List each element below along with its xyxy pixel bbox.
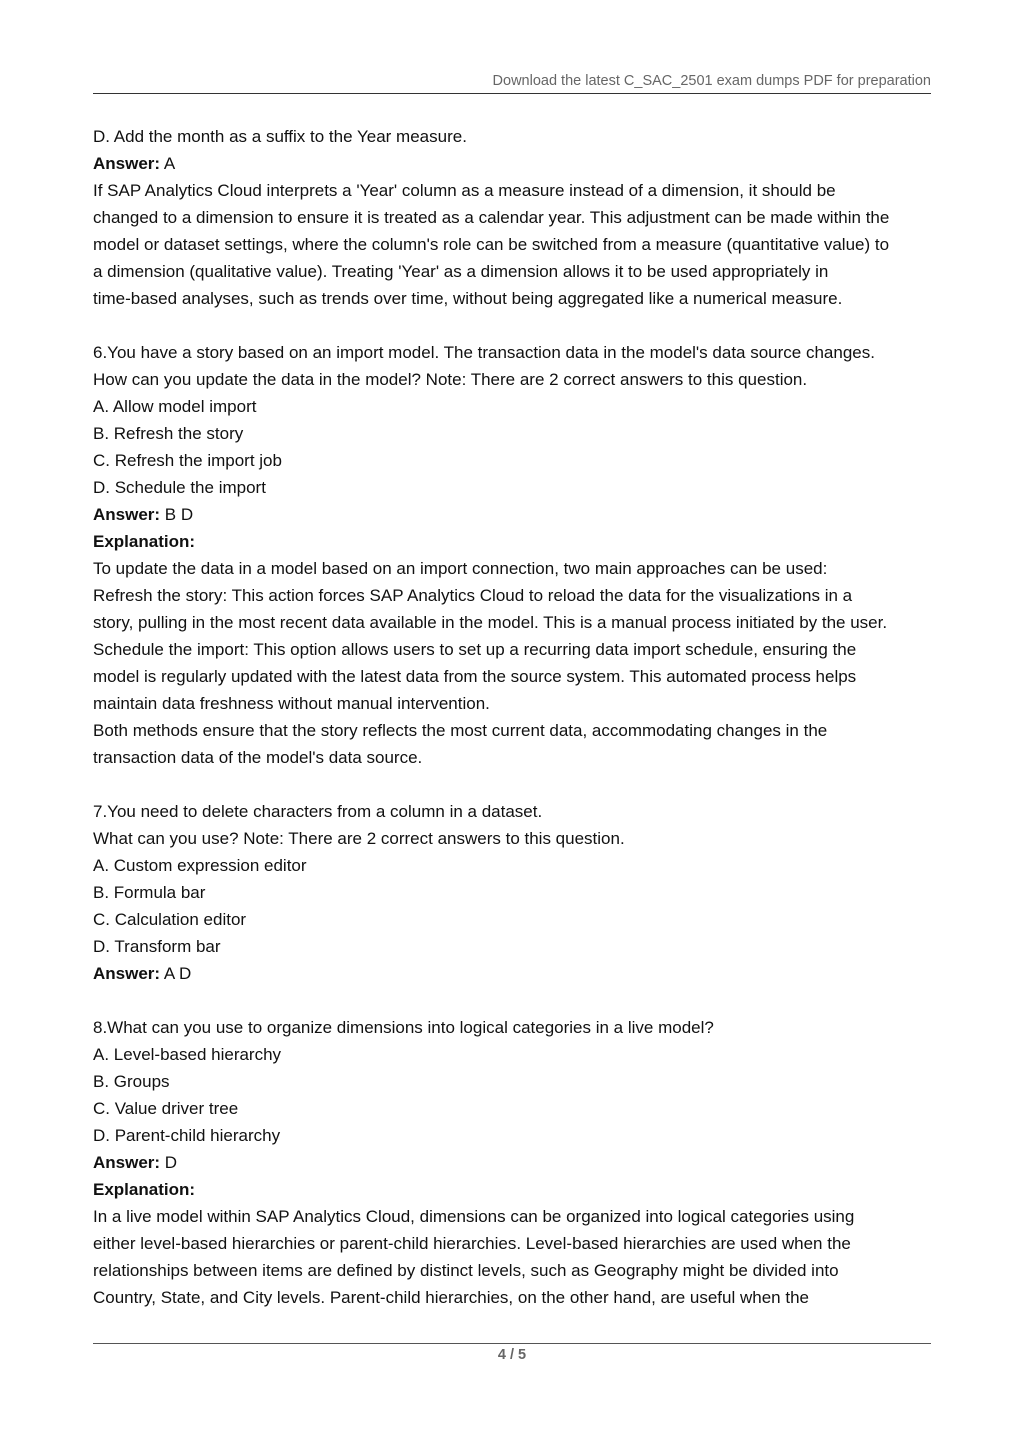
q8-answer <box>93 1149 938 1176</box>
q6-explanation-line: transaction data of the model's data source. <box>93 748 423 767</box>
q6-explanation-line: To update the data in a model based on an import connection, two main approaches can be used: <box>93 559 828 578</box>
q7-option-b: B. Formula bar <box>93 883 206 902</box>
q7-question-line: 7.You need to delete characters from a column in a dataset. <box>93 802 543 821</box>
q5-explanation-line: model or dataset settings, where the column's role can be switched from a measure (quantitative value) to <box>93 235 890 254</box>
q6-explanation-line: Refresh the story: This action forces SAP Analytics Cloud to reload the data for the visualizations in a <box>93 586 853 605</box>
answer-label: Answer: <box>93 964 161 983</box>
q6-question-line: How can you update the data in the model? Note: There are 2 correct answers to this question. <box>93 370 808 389</box>
q6-answer <box>93 501 938 528</box>
q8-option-a: A. Level-based hierarchy <box>93 1045 282 1064</box>
q6-explanation-line: story, pulling in the most recent data available in the model. This is a manual process initiated by the user. <box>93 613 888 632</box>
q5-explanation-line: If SAP Analytics Cloud interprets a 'Year' column as a measure instead of a dimension, it should be <box>93 181 836 200</box>
answer-value: D <box>160 1153 178 1172</box>
q6-explanation-label: Explanation: <box>93 532 196 551</box>
footer-divider <box>93 1343 931 1344</box>
question-5 <box>93 123 938 312</box>
q7-option-d: D. Transform bar <box>93 937 221 956</box>
q5-answer <box>93 150 938 177</box>
q7-option-c: C. Calculation editor <box>93 910 247 929</box>
answer-label: Answer: <box>93 505 161 524</box>
q6-explanation-line: Schedule the import: This option allows users to set up a recurring data import schedule, ensuring the <box>93 640 857 659</box>
q7-option-a: A. Custom expression editor <box>93 856 307 875</box>
header-divider <box>93 93 931 94</box>
q5-option-d: D. Add the month as a suffix to the Year measure. <box>93 127 467 146</box>
page-header: Download the latest C_SAC_2501 exam dumps PDF for preparation <box>492 73 931 89</box>
q6-explanation-line: maintain data freshness without manual intervention. <box>93 694 490 713</box>
q8-option-d: D. Parent-child hierarchy <box>93 1126 281 1145</box>
question-8 <box>93 1014 938 1311</box>
q8-explanation-line: Country, State, and City levels. Parent-child hierarchies, on the other hand, are useful when the <box>93 1288 809 1307</box>
q5-explanation-line: time-based analyses, such as trends over time, without being aggregated like a numerical measure. <box>93 289 843 308</box>
answer-value: A <box>160 154 176 173</box>
q7-question-line: What can you use? Note: There are 2 correct answers to this question. <box>93 829 625 848</box>
q6-explanation-line: model is regularly updated with the latest data from the source system. This automated process helps <box>93 667 857 686</box>
answer-label: Answer: <box>93 154 161 173</box>
document-body <box>93 123 938 1311</box>
q8-explanation-label: Explanation: <box>93 1180 196 1199</box>
q8-explanation-line: either level-based hierarchies or parent-child hierarchies. Level-based hierarchies are used when the <box>93 1234 851 1253</box>
q8-option-c: C. Value driver tree <box>93 1099 239 1118</box>
q6-option-a: A. Allow model import <box>93 397 257 416</box>
answer-value: B D <box>160 505 194 524</box>
answer-label: Answer: <box>93 1153 161 1172</box>
question-6 <box>93 339 938 771</box>
question-7 <box>93 798 938 987</box>
q8-option-b: B. Groups <box>93 1072 170 1091</box>
q6-option-d: D. Schedule the import <box>93 478 266 497</box>
page-number: 4 / 5 <box>497 1347 527 1363</box>
q5-explanation-line: changed to a dimension to ensure it is treated as a calendar year. This adjustment can be made within the <box>93 208 890 227</box>
paragraph-spacer <box>93 312 938 339</box>
paragraph-spacer <box>93 987 938 1014</box>
q6-question-line: 6.You have a story based on an import model. The transaction data in the model's data source changes. <box>93 343 875 362</box>
q6-option-b: B. Refresh the story <box>93 424 244 443</box>
q7-answer <box>93 960 938 987</box>
q8-explanation-line: In a live model within SAP Analytics Cloud, dimensions can be organized into logical categories using <box>93 1207 855 1226</box>
answer-value: A D <box>160 964 192 983</box>
q6-explanation-line: Both methods ensure that the story reflects the most current data, accommodating changes in the <box>93 721 828 740</box>
q6-option-c: C. Refresh the import job <box>93 451 282 470</box>
q8-question-line: 8.What can you use to organize dimensions into logical categories in a live model? <box>93 1018 714 1037</box>
q8-explanation-line: relationships between items are defined by distinct levels, such as Geography might be divided into <box>93 1261 839 1280</box>
paragraph-spacer <box>93 771 938 798</box>
q5-explanation-line: a dimension (qualitative value). Treating 'Year' as a dimension allows it to be used appropriately in <box>93 262 829 281</box>
